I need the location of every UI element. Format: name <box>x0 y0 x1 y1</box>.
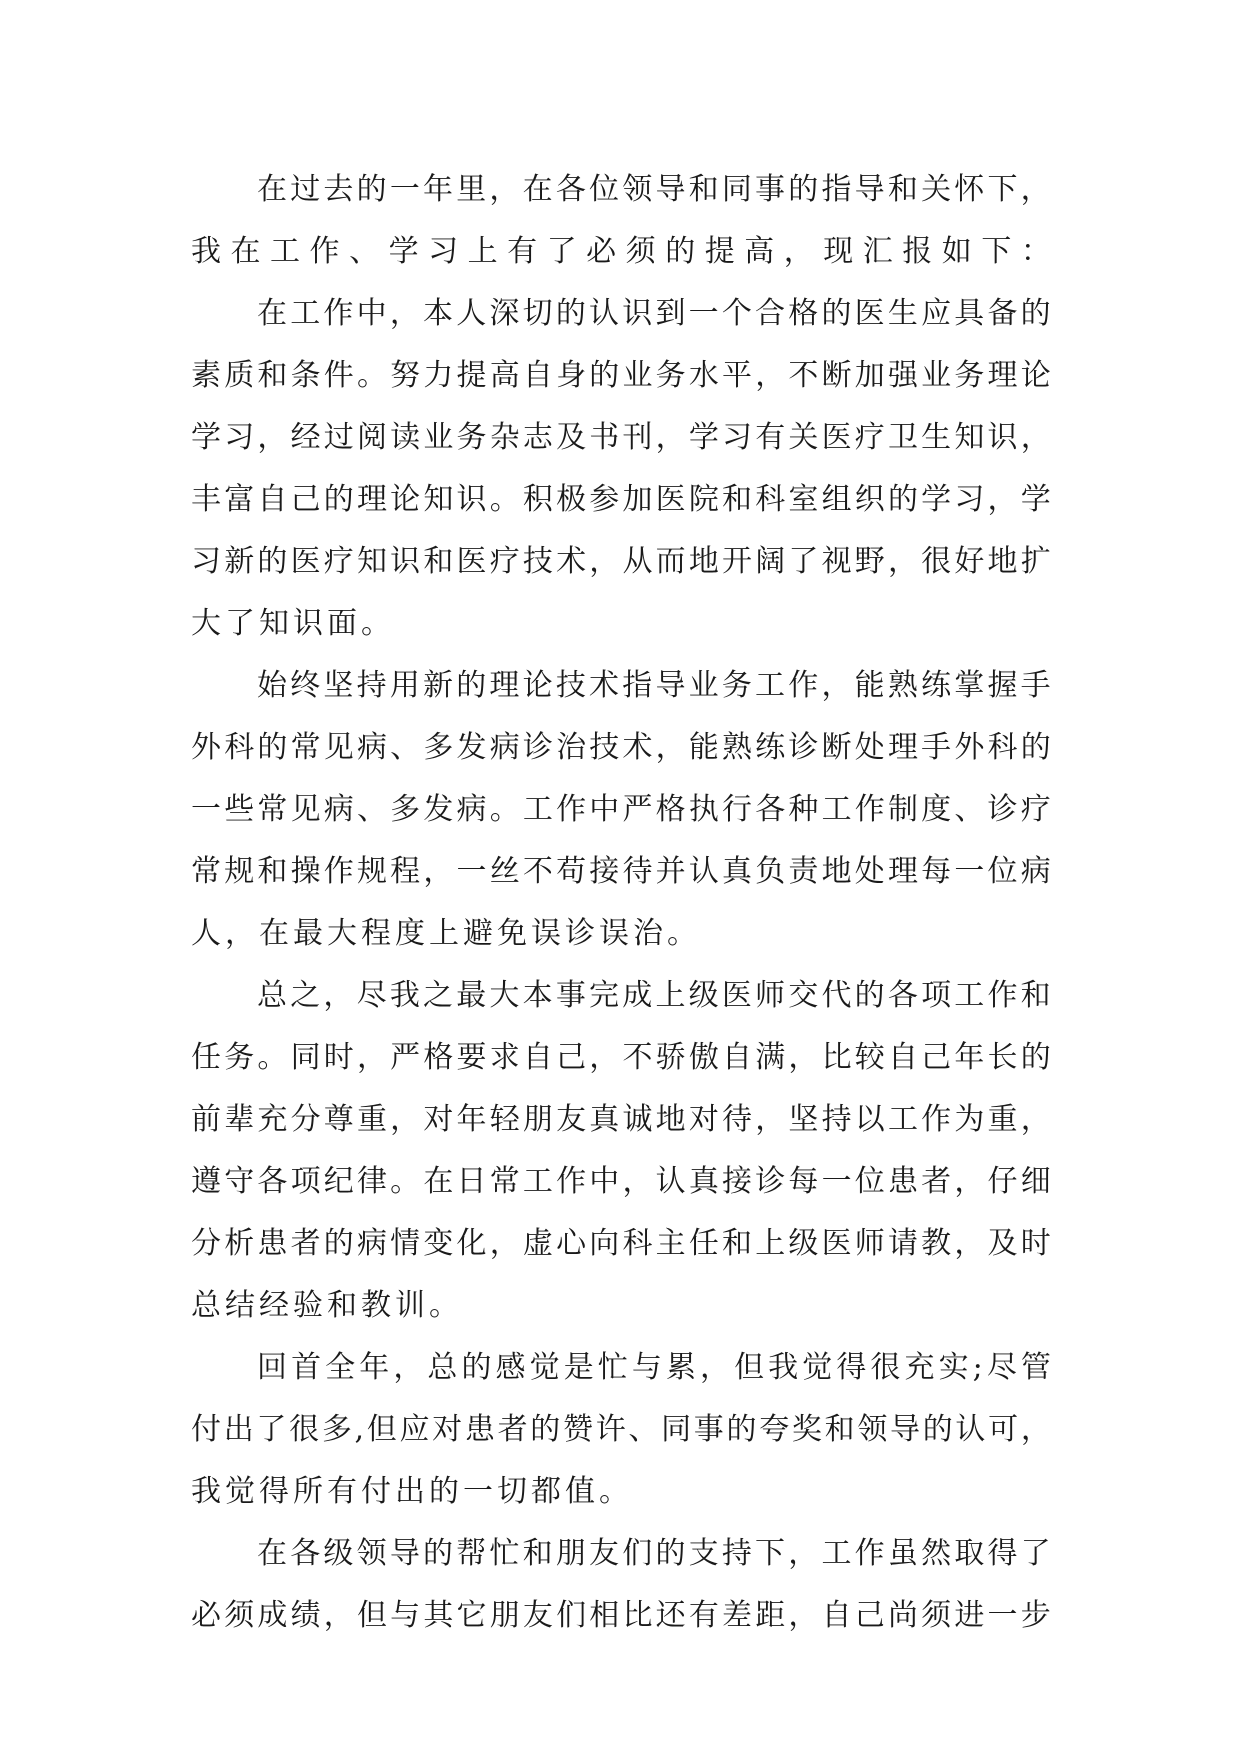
text-line: 在 各 级 领 导 的 帮 忙 和 朋 友 们 的 支 持 下 ， 工 作 虽 然 取 得 了 <box>257 1536 1051 1571</box>
text-line: 付 出 了 很 多 , 但 应 对 患 者 的 赞 许 、 同 事 的 夸 奖 和 领 导 的 认 可 ， <box>191 1412 1051 1447</box>
text-line: 大了知识面。 <box>191 606 395 641</box>
report-body <box>191 159 1051 1647</box>
paragraph-4 <box>191 965 1051 1337</box>
paragraph-6 <box>191 1523 1051 1647</box>
text-line: 我觉得所有付出的一切都值。 <box>191 1474 633 1509</box>
text-line: 遵 守 各 项 纪 律 。 在 日 常 工 作 中 ， 认 真 接 诊 每 一 位 患 者 ， 仔 细 <box>191 1164 1051 1199</box>
text-line: 任 务 。 同 时 ， 严 格 要 求 自 己 ， 不 骄 傲 自 满 ， 比 较 自 己 年 长 的 <box>191 1040 1051 1075</box>
text-line: 在 工 作 中 ， 本 人 深 切 的 认 识 到 一 个 合 格 的 医 生 应 具 备 的 <box>257 296 1051 331</box>
text-line: 一 些 常 见 病 、 多 发 病 。 工 作 中 严 格 执 行 各 种 工 作 制 度 、 诊 疗 <box>191 792 1051 827</box>
text-line: 总结经验和教训。 <box>191 1288 463 1323</box>
text-line: 人，在最大程度上避免误诊误治。 <box>191 916 701 951</box>
text-line: 必 须 成 绩 ， 但 与 其 它 朋 友 们 相 比 还 有 差 距 ， 自 己 尚 须 进 一 步 <box>191 1598 1051 1633</box>
paragraph-3 <box>191 655 1051 965</box>
text-line: 我 在 工 作 、 学 习 上 有 了 必 须 的 提 高 ， 现 汇 报 如 下 ： <box>191 234 1051 269</box>
text-line: 习 新 的 医 疗 知 识 和 医 疗 技 术 ， 从 而 地 开 阔 了 视 野 ， 很 好 地 扩 <box>191 544 1051 579</box>
text-line: 分 析 患 者 的 病 情 变 化 ， 虚 心 向 科 主 任 和 上 级 医 师 请 教 ， 及 时 <box>191 1226 1051 1261</box>
paragraph-5 <box>191 1337 1051 1523</box>
text-line: 总 之 ， 尽 我 之 最 大 本 事 完 成 上 级 医 师 交 代 的 各 项 工 作 和 <box>257 978 1051 1013</box>
text-line: 前 辈 充 分 尊 重 ， 对 年 轻 朋 友 真 诚 地 对 待 ， 坚 持 以 工 作 为 重 ， <box>191 1102 1051 1137</box>
text-line: 素 质 和 条 件 。 努 力 提 高 自 身 的 业 务 水 平 ， 不 断 加 强 业 务 理 论 <box>191 358 1051 393</box>
text-line: 在 过 去 的 一 年 里 ， 在 各 位 领 导 和 同 事 的 指 导 和 关 怀 下 ， <box>257 172 1051 207</box>
text-line: 始 终 坚 持 用 新 的 理 论 技 术 指 导 业 务 工 作 ， 能 熟 练 掌 握 手 <box>257 668 1051 703</box>
paragraph-2 <box>191 283 1051 655</box>
text-line: 常 规 和 操 作 规 程 ， 一 丝 不 苟 接 待 并 认 真 负 责 地 处 理 每 一 位 病 <box>191 854 1051 889</box>
text-line: 学 习 ， 经 过 阅 读 业 务 杂 志 及 书 刊 ， 学 习 有 关 医 疗 卫 生 知 识 ， <box>191 420 1051 455</box>
text-line: 丰 富 自 己 的 理 论 知 识 。 积 极 参 加 医 院 和 科 室 组 织 的 学 习 ， 学 <box>191 482 1051 517</box>
text-line: 回 首 全 年 ， 总 的 感 觉 是 忙 与 累 ， 但 我 觉 得 很 充 实 ; 尽 管 <box>257 1350 1051 1385</box>
text-line: 外 科 的 常 见 病 、 多 发 病 诊 治 技 术 ， 能 熟 练 诊 断 处 理 手 外 科 的 <box>191 730 1051 765</box>
paragraph-1 <box>191 159 1051 283</box>
